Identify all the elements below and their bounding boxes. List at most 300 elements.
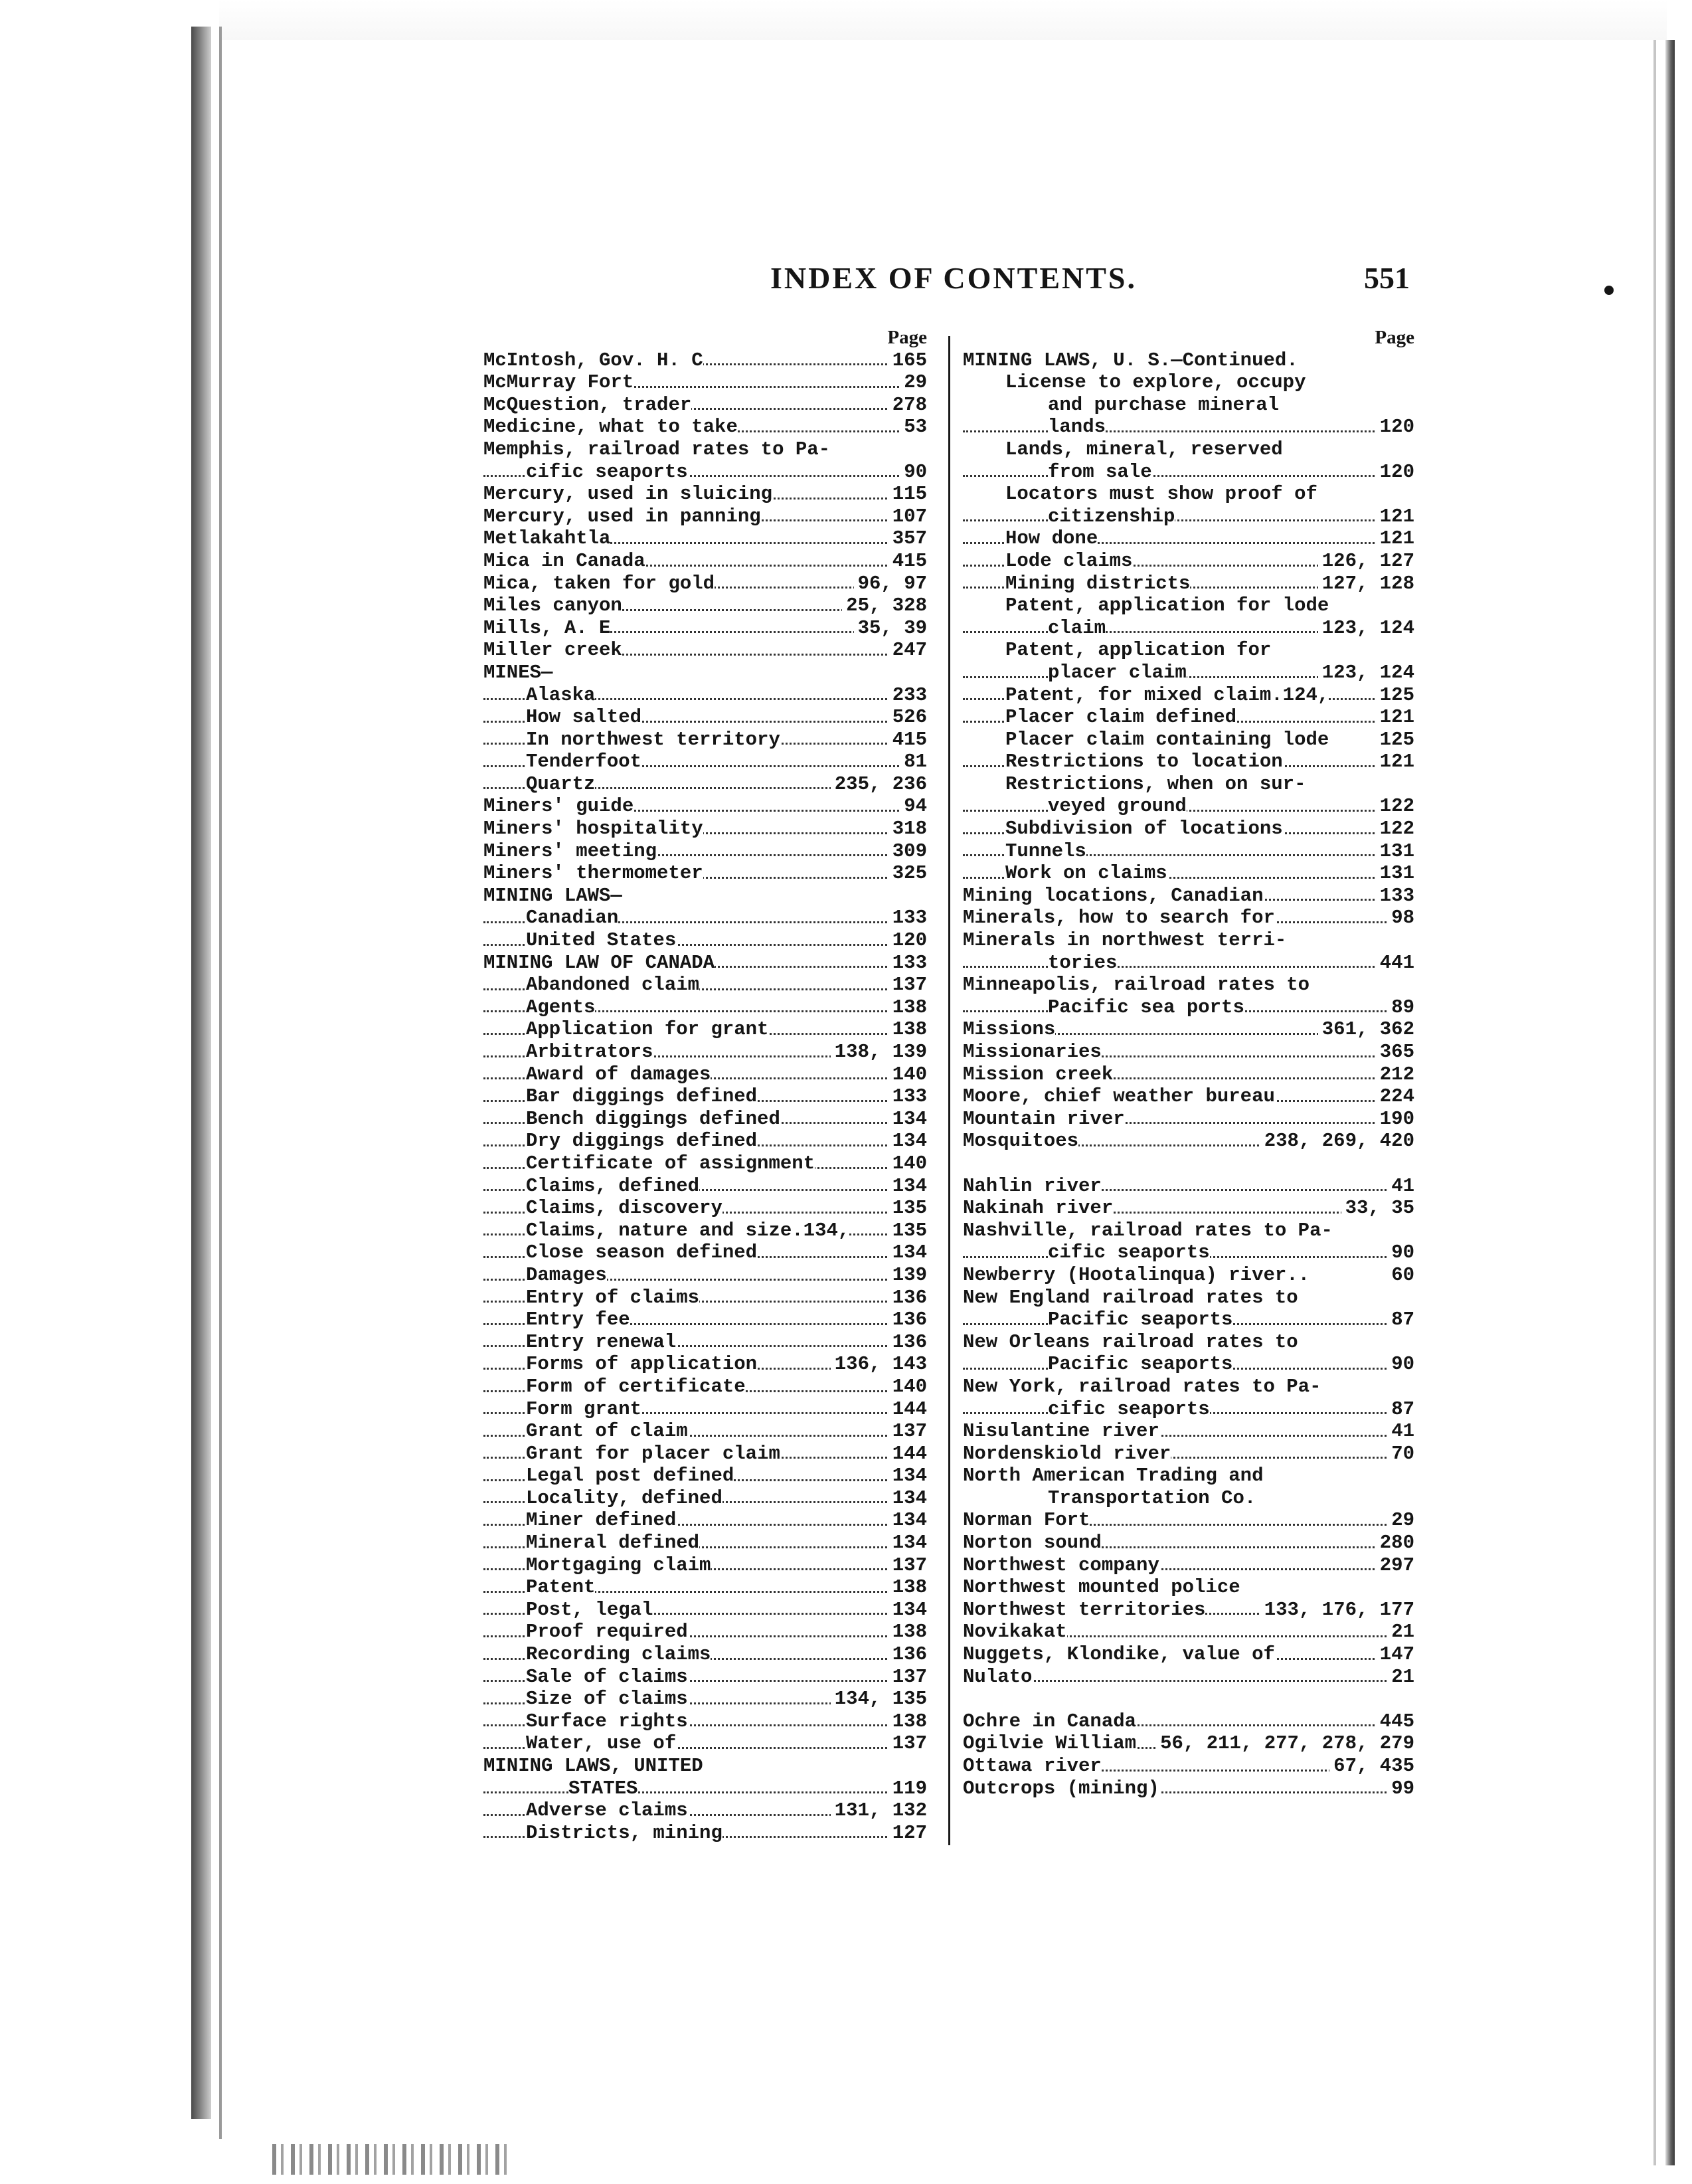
- index-entry-pages: 280: [1376, 1532, 1414, 1554]
- index-entry-pages: 224: [1376, 1085, 1414, 1108]
- index-entry-label: Ottawa river: [963, 1755, 1102, 1777]
- index-entry: [963, 1085, 1414, 1108]
- index-entry: [483, 729, 927, 751]
- index-entry-pages: 41: [1387, 1175, 1414, 1198]
- index-entry-pages: 29: [1387, 1509, 1414, 1532]
- index-entry: [963, 1554, 1414, 1577]
- index-entry-pages: 35, 39: [854, 617, 927, 640]
- index-entry: [963, 461, 1414, 484]
- index-entry: [483, 349, 927, 372]
- index-entry-label: placer claim: [1048, 661, 1187, 683]
- index-entry-pages: 89: [1387, 996, 1414, 1019]
- index-entry-label: Nahlin river: [963, 1174, 1102, 1197]
- index-entry-pages: 53: [900, 416, 927, 438]
- index-entry-label: Lands, mineral, reserved: [1005, 438, 1283, 460]
- index-entry-label: Tenderfoot: [526, 751, 642, 773]
- index-entry: [483, 1309, 927, 1331]
- index-entry-pages: 137: [888, 974, 927, 996]
- index-entry-label: Water, use of: [526, 1732, 677, 1755]
- index-entry: [483, 1755, 927, 1777]
- index-entry: [483, 1777, 927, 1800]
- index-entry-label: North American Trading and: [963, 1465, 1264, 1487]
- index-entry-label: Mission creek: [963, 1063, 1114, 1085]
- page-right-edge-line: [1653, 40, 1656, 2165]
- index-entry: [963, 1331, 1414, 1354]
- index-entry-label: Mosquitoes: [963, 1130, 1079, 1152]
- index-entry-label: How done: [1005, 527, 1098, 550]
- index-entry-pages: 140: [888, 1152, 927, 1175]
- index-entry-label: Certificate of assignment: [526, 1152, 815, 1174]
- index-entry-label: License to explore, occupy: [1005, 371, 1306, 394]
- index-entry: [963, 996, 1414, 1019]
- index-entry-pages: 134: [888, 1175, 927, 1198]
- index-entry: [483, 974, 927, 996]
- index-entry: [483, 573, 927, 595]
- index-entry-pages: 133: [888, 907, 927, 929]
- index-entry-label: Form grant: [526, 1398, 642, 1420]
- index-entry-pages: 123, 124: [1318, 662, 1414, 684]
- index-entry-pages: 190: [1376, 1108, 1414, 1131]
- index-entry: [483, 1643, 927, 1666]
- index-entry-pages: 137: [888, 1420, 927, 1443]
- index-entry-label: Adverse claims: [526, 1799, 688, 1822]
- index-entry-pages: 134, 135: [831, 1688, 927, 1710]
- index-entry-pages: 131: [1376, 840, 1414, 863]
- index-entry-pages: 297: [1376, 1554, 1414, 1577]
- index-entry-label: Entry fee: [526, 1309, 630, 1331]
- index-entry-label: Entry of claims: [526, 1286, 700, 1309]
- index-entry-label: Nordenskiold river: [963, 1442, 1171, 1465]
- index-entry: [963, 527, 1414, 550]
- index-entry: [483, 1063, 927, 1086]
- index-entry: [963, 550, 1414, 573]
- index-entry-label: Post, legal: [526, 1598, 653, 1621]
- index-entry-label: Nashville, railroad rates to Pa-: [963, 1219, 1333, 1241]
- index-entry-pages: 140: [888, 1376, 927, 1398]
- index-entry: [963, 1287, 1414, 1309]
- index-entry-label: Mining districts: [1005, 572, 1191, 594]
- index-entry-label: Mountain river: [963, 1107, 1125, 1130]
- index-entry-label: Award of damages: [526, 1063, 711, 1085]
- index-entry: [483, 505, 927, 528]
- index-entry: [483, 1220, 927, 1242]
- index-entry-pages: 133, 176, 177: [1260, 1599, 1414, 1621]
- index-entry: [483, 1487, 927, 1510]
- index-entry: [963, 639, 1414, 662]
- index-entry: [483, 483, 927, 505]
- index-entry-pages: 147: [1376, 1643, 1414, 1666]
- page-right-edge: [1665, 40, 1675, 2165]
- dot-leader: [963, 430, 1414, 432]
- index-entry-label: citizenship: [1048, 505, 1175, 527]
- index-entry: [483, 617, 927, 640]
- index-entry-label: Missionaries: [963, 1041, 1102, 1063]
- index-entry-label: Claims, discovery: [526, 1197, 722, 1220]
- index-entry: [963, 818, 1414, 840]
- dot-leader: [963, 519, 1414, 521]
- index-entry: [483, 840, 927, 863]
- index-entry-label: MINING LAWS—: [483, 884, 622, 907]
- index-entry: [963, 1509, 1414, 1532]
- index-entry-pages: 365: [1376, 1041, 1414, 1063]
- index-entry-label: Patent, application for lode: [1005, 594, 1329, 617]
- index-entry-label: Mining locations, Canadian: [963, 884, 1264, 907]
- index-entry-label: Grant for placer claim: [526, 1442, 780, 1465]
- index-entry: [963, 483, 1414, 505]
- index-entry-label: New Orleans railroad rates to: [963, 1330, 1298, 1353]
- index-entry-pages: 33, 35: [1341, 1197, 1414, 1220]
- index-entry-label: Miners' hospitality: [483, 818, 703, 840]
- index-entry-label: Novikakat: [963, 1621, 1067, 1643]
- index-entry: [963, 1063, 1414, 1086]
- dot-leader: [963, 966, 1414, 968]
- index-entry-pages: 119: [888, 1777, 927, 1800]
- index-entry-label: Mercury, used in sluicing: [483, 483, 773, 505]
- index-entry-pages: 136: [888, 1331, 927, 1354]
- index-entry-label: Mineral defined: [526, 1532, 700, 1554]
- index-entry-label: Pacific seaports: [1048, 1309, 1233, 1331]
- index-entry: [483, 1465, 927, 1487]
- index-entry-pages: 121: [1376, 706, 1414, 729]
- index-entry-pages: 126, 127: [1318, 550, 1414, 573]
- index-entry: [483, 438, 927, 461]
- index-entry: [963, 1576, 1414, 1599]
- index-entry: [483, 1576, 927, 1599]
- index-column-left: [483, 327, 927, 1844]
- index-entry-label: MINING LAWS, UNITED: [483, 1755, 703, 1777]
- index-letter-gap: [963, 1688, 1414, 1710]
- index-entry-pages: 121: [1376, 527, 1414, 550]
- index-entry-label: Metlakahtla: [483, 527, 611, 550]
- index-entry-pages: 120: [888, 929, 927, 952]
- index-entry-label: Ochre in Canada: [963, 1710, 1137, 1732]
- index-entry: [963, 1777, 1414, 1800]
- index-entry: [483, 1376, 927, 1398]
- index-entry: [963, 594, 1414, 617]
- index-entry: [483, 1085, 927, 1108]
- index-entry: [963, 1710, 1414, 1733]
- running-head-title: INDEX OF CONTENTS.: [770, 261, 1137, 295]
- index-entry-label: Norman Fort: [963, 1509, 1090, 1532]
- index-entry-pages: 70: [1387, 1443, 1414, 1465]
- index-entry-label: Newberry (Hootalinqua) river..: [963, 1263, 1310, 1286]
- index-entry: [963, 862, 1414, 885]
- index-entry: [963, 1420, 1414, 1443]
- index-entry-pages: 133: [888, 952, 927, 974]
- index-entry-pages: 140: [888, 1063, 927, 1086]
- index-entry-label: Nuggets, Klondike, value of: [963, 1643, 1275, 1666]
- index-entry-label: Form of certificate: [526, 1375, 746, 1398]
- index-entry-pages: 136, 143: [831, 1353, 927, 1376]
- index-entry: [483, 773, 927, 796]
- index-entry-pages: 136: [888, 1309, 927, 1331]
- index-entry-label: Lode claims: [1005, 549, 1133, 572]
- index-entry: [963, 1532, 1414, 1554]
- index-entry: [963, 573, 1414, 595]
- index-entry: [963, 952, 1414, 974]
- index-entry: [963, 662, 1414, 684]
- index-entry-label: Pacific seaports: [1048, 1353, 1233, 1376]
- index-entry: [483, 527, 927, 550]
- index-entry: [963, 907, 1414, 929]
- index-entry: [963, 929, 1414, 952]
- index-entry-label: Missions: [963, 1018, 1056, 1041]
- index-entry-pages: 137: [888, 1732, 927, 1755]
- index-entry-label: Miles canyon: [483, 594, 622, 617]
- index-entry-pages: 127, 128: [1318, 573, 1414, 595]
- index-entry-label: Placer claim defined: [1005, 706, 1237, 729]
- index-entry-label: Pacific sea ports: [1048, 996, 1244, 1018]
- index-entry-pages: 99: [1387, 1777, 1414, 1800]
- index-entry-label: cific seaports: [1048, 1241, 1210, 1264]
- index-entry: [483, 1532, 927, 1554]
- index-entry-label: Bar diggings defined: [526, 1085, 758, 1108]
- index-entry-pages: 238, 269, 420: [1260, 1130, 1414, 1152]
- page-top-edge: [219, 0, 1667, 40]
- index-entry-label: Minerals, how to search for: [963, 907, 1275, 929]
- index-entry-pages: 212: [1376, 1063, 1414, 1086]
- dot-leader: [963, 475, 1414, 477]
- index-entry-label: Medicine, what to take: [483, 416, 738, 438]
- index-entry-label: Quartz: [526, 773, 596, 795]
- scan-artifact: [272, 2144, 511, 2175]
- index-entry: [963, 729, 1414, 751]
- index-entry-label: Locators must show proof of: [1005, 483, 1317, 505]
- index-entry-label: Memphis, railroad rates to Pa-: [483, 438, 831, 460]
- index-entry-pages: 90: [1387, 1241, 1414, 1264]
- index-entry-label: Locality, defined: [526, 1487, 722, 1509]
- index-entry-pages: 139: [888, 1264, 927, 1287]
- index-entry-pages: 137: [888, 1554, 927, 1577]
- index-entry: [963, 1599, 1414, 1621]
- index-entry: [963, 617, 1414, 640]
- index-entry-pages: 233: [888, 684, 927, 707]
- index-entry: [483, 1666, 927, 1688]
- index-entry-pages: 134: [888, 1599, 927, 1621]
- index-entry: [483, 594, 927, 617]
- index-entry-label: How salted: [526, 706, 642, 729]
- index-entry: [483, 416, 927, 438]
- index-entry: [483, 1509, 927, 1532]
- index-entry-pages: 136: [888, 1643, 927, 1666]
- index-entry-label: Claims, nature and size.134,: [526, 1219, 850, 1241]
- index-entry-pages: 125: [1376, 684, 1414, 707]
- index-entry: [483, 1331, 927, 1354]
- index-entry-label: Outcrops (mining): [963, 1777, 1159, 1799]
- index-entry: [483, 1554, 927, 1577]
- index-entry-pages: 136: [888, 1287, 927, 1309]
- index-entry-pages: 144: [888, 1443, 927, 1465]
- column-page-label: Page: [887, 327, 927, 348]
- index-entry-label: claim: [1048, 616, 1106, 639]
- index-entry-label: Legal post defined: [526, 1465, 734, 1487]
- index-entry: [483, 1710, 927, 1733]
- index-entry: [483, 394, 927, 416]
- index-entry: [483, 1732, 927, 1755]
- index-entry-label: New York, railroad rates to Pa-: [963, 1375, 1321, 1398]
- index-entry-pages: 90: [900, 461, 927, 484]
- index-entry: [483, 1799, 927, 1822]
- index-entry-pages: 60: [1387, 1264, 1414, 1287]
- index-entry-label: tories: [1048, 951, 1118, 974]
- index-entry-label: MINING LAW OF CANADA: [483, 951, 715, 974]
- index-entry: [483, 1197, 927, 1220]
- index-entry-label: Claims, defined: [526, 1174, 700, 1197]
- book-gutter-shadow: [191, 27, 211, 2119]
- index-entry-label: Canadian: [526, 907, 619, 929]
- index-entry-label: Bench diggings defined: [526, 1107, 780, 1130]
- index-entry-label: Forms of application: [526, 1353, 758, 1376]
- index-entry-pages: 144: [888, 1398, 927, 1421]
- index-entry-pages: 115: [888, 483, 927, 505]
- index-entry: [963, 1353, 1414, 1376]
- index-entry-label: Patent, for mixed claim.124,: [1005, 683, 1329, 706]
- column-divider: [948, 336, 950, 1845]
- index-entry: [483, 885, 927, 907]
- index-entry: [963, 1398, 1414, 1421]
- index-entry: [483, 1688, 927, 1710]
- index-entry: [963, 1108, 1414, 1131]
- index-entry: [963, 706, 1414, 729]
- index-entry: [483, 550, 927, 573]
- index-entry: [963, 1130, 1414, 1152]
- index-entries-right: [963, 349, 1414, 1800]
- index-entry-pages: 94: [900, 795, 927, 818]
- index-entry: [483, 751, 927, 773]
- index-entry: [483, 1621, 927, 1643]
- index-entry: [483, 929, 927, 952]
- index-entry: [963, 438, 1414, 461]
- index-entry: [483, 1108, 927, 1131]
- index-entry-label: Patent, application for: [1005, 639, 1272, 662]
- index-entry: [483, 1398, 927, 1421]
- index-entry: [963, 1264, 1414, 1287]
- margin-dot: [1604, 286, 1614, 295]
- index-entry: [963, 1220, 1414, 1242]
- index-entry-pages: 138: [888, 1621, 927, 1643]
- index-entry-label: from sale: [1048, 460, 1152, 483]
- index-entry-pages: 131: [1376, 862, 1414, 885]
- index-entry-label: Patent: [526, 1576, 596, 1599]
- index-entry-label: Grant of claim: [526, 1420, 688, 1443]
- index-entry-pages: 134: [888, 1108, 927, 1131]
- index-entry: [483, 1175, 927, 1198]
- index-entry: [963, 371, 1414, 394]
- index-entry: [963, 349, 1414, 372]
- index-entry: [483, 1443, 927, 1465]
- index-entry-label: Miners' thermometer: [483, 862, 703, 885]
- index-entry-label: Tunnels: [1005, 840, 1086, 862]
- index-entry: [963, 1487, 1414, 1510]
- index-entry-pages: 445: [1376, 1710, 1414, 1733]
- index-entry: [483, 952, 927, 974]
- index-entry-label: Miners' meeting: [483, 840, 657, 862]
- index-entry-label: Miners' guide: [483, 795, 634, 818]
- page-number: 551: [1364, 261, 1410, 295]
- dot-leader: [963, 810, 1414, 812]
- index-entry-pages: 134: [888, 1465, 927, 1487]
- index-entry-label: Subdivision of locations: [1005, 818, 1283, 840]
- index-entry-pages: 526: [888, 706, 927, 729]
- dot-leader: [483, 1791, 927, 1793]
- index-entry-pages: 123, 124: [1318, 617, 1414, 640]
- index-entry-label: Entry renewal: [526, 1330, 677, 1353]
- index-entry-label: MINING LAWS, U. S.—Continued.: [963, 349, 1298, 371]
- index-entry-pages: 120: [1376, 461, 1414, 484]
- index-entry-pages: 98: [1387, 907, 1414, 929]
- index-entry: [963, 1197, 1414, 1220]
- index-entry-pages: 134: [888, 1130, 927, 1152]
- index-entry: [483, 461, 927, 484]
- index-entry-pages: 131, 132: [831, 1799, 927, 1822]
- column-page-label: Page: [1375, 327, 1414, 348]
- index-entry-pages: 361, 362: [1318, 1018, 1414, 1041]
- index-entry: [963, 416, 1414, 438]
- index-entry: [963, 1175, 1414, 1198]
- index-entry: [963, 1666, 1414, 1688]
- index-entry: [483, 706, 927, 729]
- index-entry: [483, 1130, 927, 1152]
- index-entry-label: Restrictions to location: [1005, 751, 1283, 773]
- index-entry-pages: 309: [888, 840, 927, 863]
- index-entry: [963, 1643, 1414, 1666]
- index-entry-pages: 133: [888, 1085, 927, 1108]
- index-entry-label: Mercury, used in panning: [483, 505, 761, 527]
- index-entry-label: Districts, mining: [526, 1821, 722, 1844]
- index-entry-label: Work on claims: [1005, 862, 1167, 885]
- index-entry: [483, 1041, 927, 1063]
- index-entry: [963, 1732, 1414, 1755]
- index-entry-pages: 135: [888, 1220, 927, 1242]
- index-entry: [963, 885, 1414, 907]
- index-entry-pages: 247: [888, 639, 927, 662]
- index-entry-pages: 318: [888, 818, 927, 840]
- index-entry-pages: 325: [888, 862, 927, 885]
- index-entry-label: Close season defined: [526, 1241, 758, 1264]
- index-entry-label: Miner defined: [526, 1509, 677, 1532]
- index-entry: [963, 1443, 1414, 1465]
- index-entry-label: Northwest company: [963, 1554, 1159, 1576]
- index-entry-label: Restrictions, when on sur-: [1005, 773, 1306, 795]
- index-entry: [483, 907, 927, 929]
- index-entry: [483, 1241, 927, 1264]
- index-entry: [483, 1287, 927, 1309]
- index-entry-label: Ogilvie William: [963, 1732, 1137, 1755]
- index-entry-label: McMurray Fort: [483, 371, 634, 394]
- index-entry-pages: 125: [1376, 729, 1414, 751]
- index-entry-label: veyed ground: [1048, 795, 1187, 818]
- index-letter-gap: [963, 1152, 1414, 1175]
- index-entry: [963, 1018, 1414, 1041]
- index-entry-label: Surface rights: [526, 1710, 688, 1732]
- index-entry-pages: 138: [888, 1710, 927, 1733]
- index-entry-label: Proof required: [526, 1621, 688, 1643]
- index-entry-label: Minneapolis, railroad rates to: [963, 974, 1310, 996]
- index-entry: [963, 974, 1414, 996]
- index-entry-pages: 121: [1376, 505, 1414, 528]
- index-entry: [963, 1309, 1414, 1331]
- index-entry-label: Damages: [526, 1263, 607, 1286]
- index-entry-label: Mica in Canada: [483, 549, 645, 572]
- index-entry-pages: 87: [1387, 1398, 1414, 1421]
- index-entry-label: Mica, taken for gold: [483, 572, 715, 594]
- index-entry-pages: 134: [888, 1532, 927, 1554]
- index-entry: [483, 639, 927, 662]
- index-entry: [483, 818, 927, 840]
- index-entry-label: cific seaports: [1048, 1398, 1210, 1420]
- index-entry-label: MINES—: [483, 661, 553, 683]
- index-entry: [963, 1376, 1414, 1398]
